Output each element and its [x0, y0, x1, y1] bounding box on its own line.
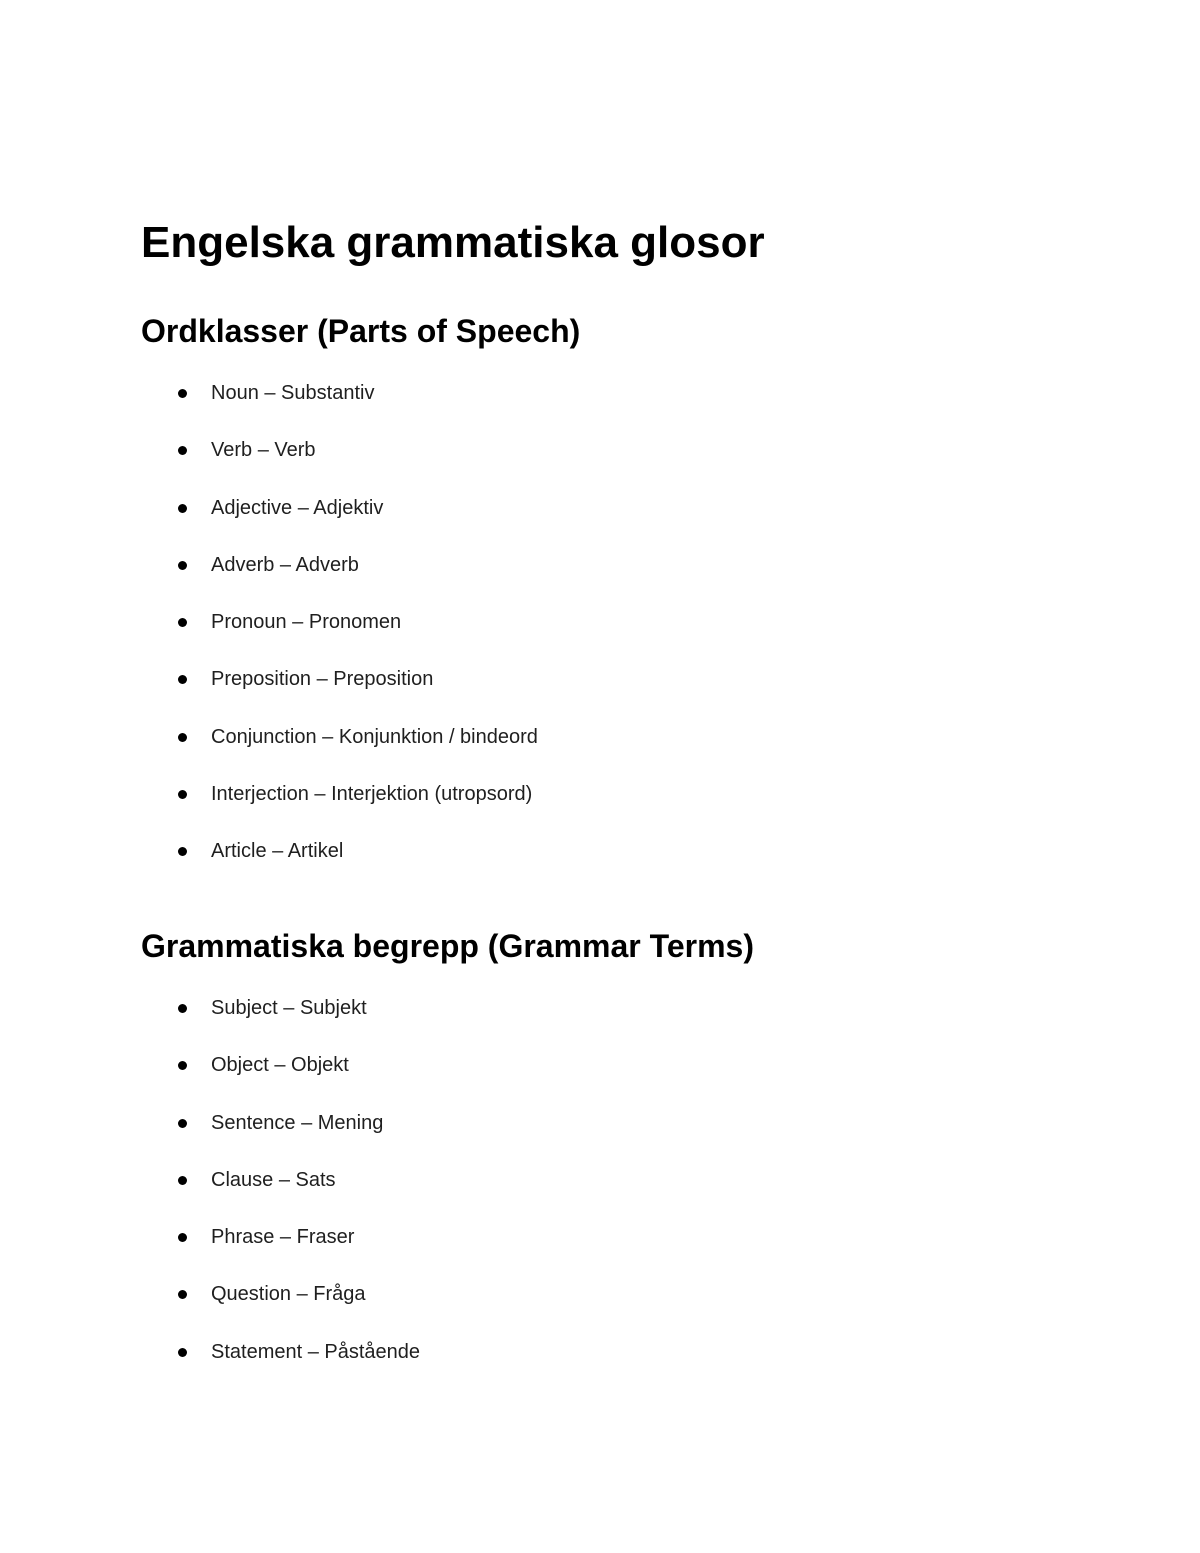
bullet-icon	[178, 1119, 187, 1128]
bullet-icon	[178, 1004, 187, 1013]
bullet-icon	[178, 1176, 187, 1185]
bullet-icon	[178, 1061, 187, 1070]
term-text: Sentence – Mening	[211, 1111, 384, 1134]
bullet-icon	[178, 561, 187, 570]
term-text: Subject – Subjekt	[211, 997, 367, 1019]
term-text: Phrase – Fraser	[211, 1226, 355, 1249]
term-text: Adjective – Adjektiv	[211, 496, 384, 519]
term-text: Article – Artikel	[211, 840, 344, 863]
term-text: Preposition – Preposition	[211, 668, 434, 691]
term-text: Verb – Verb	[211, 439, 316, 462]
term-text: Noun – Substantiv	[211, 382, 375, 404]
bullet-icon	[178, 847, 187, 856]
section-heading-grammar-terms: Grammatiska begrepp (Grammar Terms)	[141, 928, 754, 964]
bullet-icon	[178, 790, 187, 799]
page-title: Engelska grammatiska glosor	[141, 218, 765, 267]
term-text: Statement – Påstående	[211, 1340, 421, 1363]
bullet-icon	[178, 504, 187, 513]
term-text: Pronoun – Pronomen	[211, 611, 402, 634]
bullet-icon	[178, 1290, 187, 1299]
term-text: Conjunction – Konjunktion / bindeord	[211, 725, 538, 748]
term-text: Interjection – Interjektion (utropsord)	[211, 783, 533, 806]
bullet-icon	[178, 389, 187, 398]
bullet-icon	[178, 1348, 187, 1357]
term-text: Adverb – Adverb	[211, 553, 359, 576]
section-heading-parts-of-speech: Ordklasser (Parts of Speech)	[141, 313, 581, 349]
term-text: Question – Fråga	[211, 1283, 366, 1306]
bullet-icon	[178, 733, 187, 742]
term-text: Clause – Sats	[211, 1168, 336, 1191]
bullet-icon	[178, 618, 187, 627]
term-text: Object – Objekt	[211, 1054, 349, 1077]
bullet-icon	[178, 1233, 187, 1242]
bullet-icon	[178, 675, 187, 684]
bullet-icon	[178, 446, 187, 455]
